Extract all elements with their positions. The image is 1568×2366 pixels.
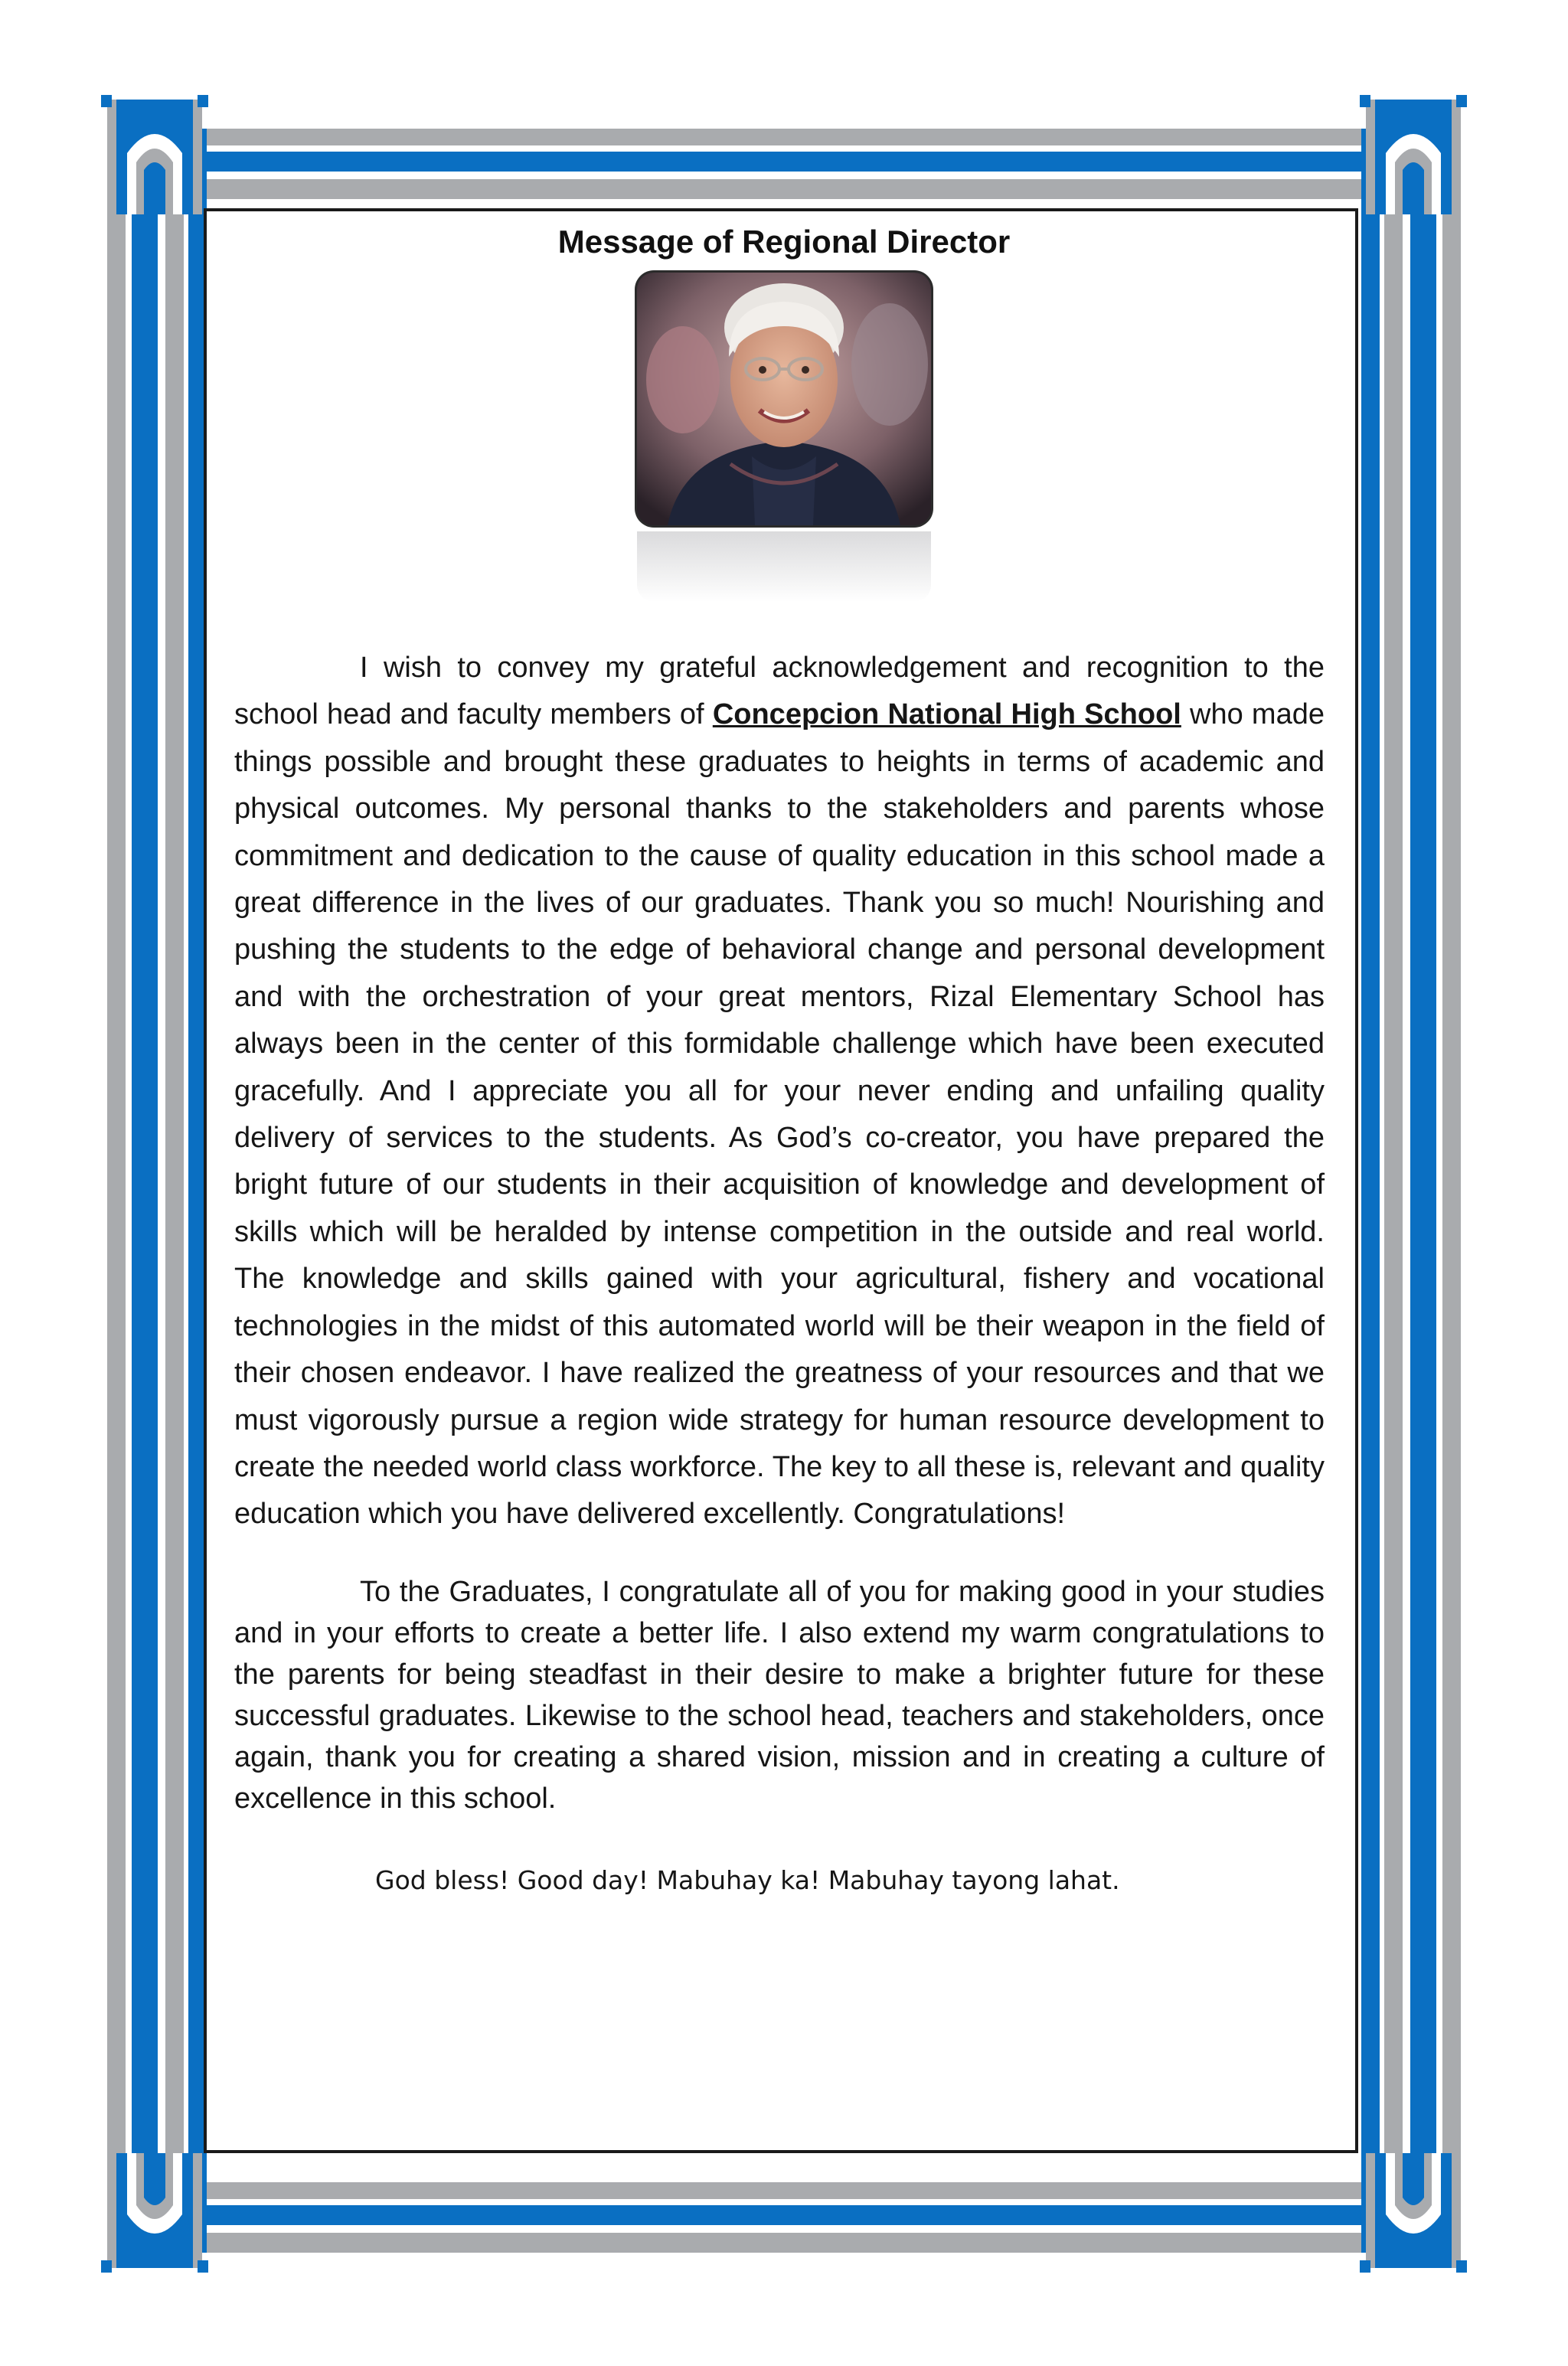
corner-ornament-bottom-left — [93, 2153, 216, 2276]
paragraph-text: To the Graduates, I congratulate all of you for making good in your studies and in your efforts to create a better life. I also extend my warm congratulations to the parents for being steadfast in their desire to make a brighter future for these successful graduates. Likewise to the school head, teachers and stakeholders, once again, thank you for creating a shared vision, mission and in creating a culture of excellence in this school. — [234, 1576, 1325, 1815]
photo-reflection — [637, 531, 931, 602]
border-right — [1361, 129, 1461, 2253]
paragraph-text: I wish to convey my grateful acknowledgement and recognition to the school head and faculty members of — [234, 652, 1325, 731]
border-left — [107, 129, 207, 2253]
closing-line: God bless! Good day! Mabuhay ka! Mabuhay tayong lahat. — [375, 1865, 1120, 1895]
director-photo — [637, 273, 931, 525]
paragraph-text: who made things possible and brought these graduates to heights in terms of academic and physical outcomes. My personal thanks to the stakeholders and parents whose commitment and dedication to the cause of quality education in this school made a great difference in the lives of our graduates. Thank you so much! Nourishing and pushing the students to the edge of behavioral change and personal development and with the orchestration of your great mentors, Rizal Elementary School has always been in the center of this formidable challenge which have been executed gracefully. And I appreciate you all for your never ending and unfailing quality delivery of services to the students. As God’s co-creator, you have prepared the bright future of our students in their acquisition of knowledge and development of skills which will be heralded by intense competition in the outside and real world. The knowledge and skills gained with your agricultural, fishery and vocational technologies in the midst of this automated world will be their weapon in the field of their chosen endeavor. I have realized the greatness of your resources and that we must vigorously pursue a region wide strategy for human resource development to create the needed world class workforce. The key to all these is, relevant and quality education which you have delivered excellently. Congratulations! — [234, 698, 1325, 1531]
page-title: Message of Regional Director — [557, 224, 1011, 260]
school-name: Concepcion National High School — [712, 698, 1181, 731]
paragraph-graduates — [234, 1571, 1325, 1819]
border-bottom — [207, 2182, 1361, 2253]
corner-ornament-bottom-right — [1352, 2153, 1475, 2276]
corner-ornament-top-right — [1352, 92, 1475, 214]
portrait-image — [637, 273, 931, 525]
corner-ornament-top-left — [93, 92, 216, 214]
paragraph-acknowledgement — [234, 645, 1325, 1538]
border-top — [207, 129, 1361, 199]
